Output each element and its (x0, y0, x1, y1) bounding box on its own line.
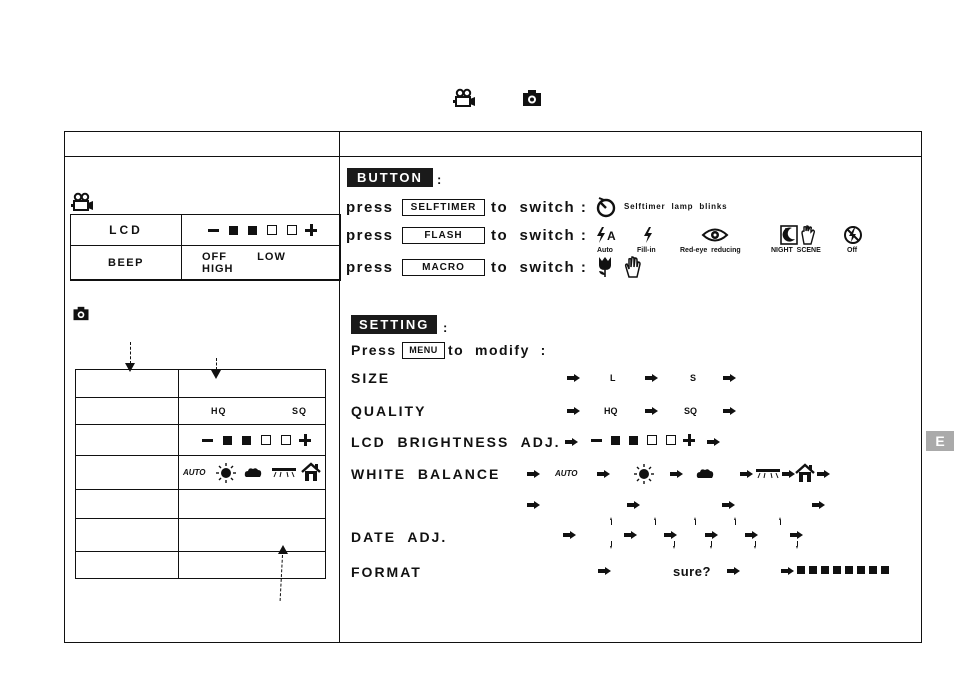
up-arrow-icon (694, 517, 696, 520)
lcd-brightness-label: LCD BRIGHTNESS ADJ. (351, 434, 561, 450)
lcd-brightness-scale (202, 434, 325, 446)
arrow-icon (812, 501, 825, 509)
arrow-icon (627, 501, 640, 509)
arrow-icon (527, 501, 540, 509)
arrow-icon (645, 374, 658, 382)
photo-camera-icon (72, 306, 90, 321)
flash-auto-label: Auto (597, 247, 613, 254)
white-balance-icons (179, 456, 326, 490)
arrow-icon (781, 567, 794, 575)
red-eye-icon (701, 226, 729, 244)
leader-line (130, 342, 131, 364)
press-label: press (346, 199, 394, 216)
selftimer-icon (595, 196, 617, 218)
date-adj-label: DATE ADJ. (351, 529, 448, 545)
landscape-hand-icon (622, 256, 642, 278)
cloud-icon (695, 468, 715, 479)
down-arrow-icon (754, 546, 756, 549)
flash-off-icon (843, 225, 863, 245)
fluorescent-icon (271, 466, 297, 478)
night-scene-label: NIGHT SCENE (771, 247, 821, 254)
arrow-icon (567, 374, 580, 382)
white-balance-label: WHITE BALANCE (351, 466, 501, 482)
menu-button-label: MENU (402, 342, 445, 359)
white-balance-row (76, 456, 179, 490)
sun-icon (634, 464, 654, 484)
selftimer-button-label: SELFTIMER (402, 199, 485, 216)
flash-fill-in-icon (642, 226, 654, 244)
quality-value-sq: SQ (684, 406, 698, 416)
svg-text:A: A (607, 229, 616, 243)
arrow-icon (563, 531, 576, 539)
row-5 (76, 490, 179, 519)
up-arrow-icon (734, 517, 736, 520)
press-label: press (346, 227, 394, 244)
arrow-icon (740, 470, 753, 478)
macro-flower-icon (596, 256, 614, 278)
night-scene-icon (780, 225, 820, 245)
press-label: press (346, 259, 394, 276)
flash-off-label: Off (847, 247, 858, 254)
to-switch-label: to switch : (491, 199, 588, 216)
selftimer-note: Selftimer lamp blinks (624, 202, 728, 211)
arrow-icon (782, 470, 795, 478)
up-arrow-icon (654, 517, 656, 520)
button-section-title: BUTTON (347, 168, 433, 187)
video-settings-table (70, 214, 341, 280)
down-arrow-icon (673, 546, 675, 549)
auto-wb-icon: AUTO (183, 468, 206, 477)
beep-values: OFF LOW HIGH (182, 246, 341, 280)
row-6 (76, 519, 179, 552)
press-suffix: to modify : (448, 342, 547, 358)
quality-label: QUALITY (351, 403, 427, 419)
arrow-icon (645, 407, 658, 415)
arrow-icon (727, 567, 740, 575)
arrow-icon (598, 567, 611, 575)
size-label: SIZE (351, 370, 391, 386)
format-progress-bar (797, 566, 889, 574)
beep-label: BEEP (71, 246, 182, 280)
down-arrow-icon (610, 546, 612, 549)
colon: : (437, 172, 442, 187)
up-arrow-icon (779, 517, 781, 520)
flash-button-label: FLASH (402, 227, 485, 244)
fluorescent-icon (755, 467, 781, 479)
arrow-icon (624, 531, 637, 539)
movie-camera-icon (452, 88, 476, 108)
red-eye-label: Red-eye reducing (680, 247, 741, 254)
house-icon (795, 463, 815, 483)
quality-value-hq: HQ (604, 406, 618, 416)
quality-row (76, 398, 179, 425)
house-icon (301, 462, 321, 482)
auto-wb-icon: AUTO (555, 469, 578, 478)
arrow-icon (565, 438, 578, 446)
down-arrow-icon (710, 546, 712, 549)
up-arrow-icon (610, 517, 612, 520)
photo-camera-icon (522, 89, 542, 107)
sun-icon (216, 463, 236, 483)
down-arrow-icon (796, 546, 798, 549)
movie-camera-icon (70, 192, 94, 212)
press-prefix: Press (351, 342, 397, 358)
lcd-label: LCD (71, 215, 182, 246)
lcd-brightness-scale (208, 224, 340, 236)
arrow-icon (723, 374, 736, 382)
arrow-icon (670, 470, 683, 478)
arrow-icon (817, 470, 830, 478)
column-divider (339, 131, 340, 642)
size-value-s: S (690, 373, 697, 383)
colon: : (443, 320, 448, 335)
flash-fill-in-label: Fill-in (637, 247, 656, 254)
leader-arrowhead (278, 545, 288, 554)
page-tab-e: E (926, 431, 954, 451)
table-bottom-rule (70, 279, 341, 281)
format-label: FORMAT (351, 564, 422, 580)
macro-button-label: MACRO (402, 259, 485, 276)
photo-settings-table (75, 369, 326, 579)
setting-section-title: SETTING (351, 315, 437, 334)
format-confirm: sure? (673, 564, 711, 579)
to-switch-label: to switch : (491, 259, 588, 276)
arrow-icon (527, 470, 540, 478)
size-value-l: L (610, 373, 616, 383)
header-row-divider (64, 156, 922, 157)
arrow-icon (745, 531, 758, 539)
flash-auto-icon (596, 226, 618, 244)
cloud-icon (243, 467, 263, 478)
arrow-icon (723, 407, 736, 415)
arrow-icon (790, 531, 803, 539)
row-7 (76, 552, 179, 579)
arrow-icon (705, 531, 718, 539)
arrow-icon (664, 531, 677, 539)
lcd-row (76, 425, 179, 456)
to-switch-label: to switch : (491, 227, 588, 244)
arrow-icon (707, 438, 720, 446)
arrow-icon (722, 501, 735, 509)
size-row (76, 370, 179, 398)
lcd-brightness-scale (591, 434, 695, 446)
arrow-icon (597, 470, 610, 478)
quality-values: HQ SQ (179, 398, 326, 425)
arrow-icon (567, 407, 580, 415)
